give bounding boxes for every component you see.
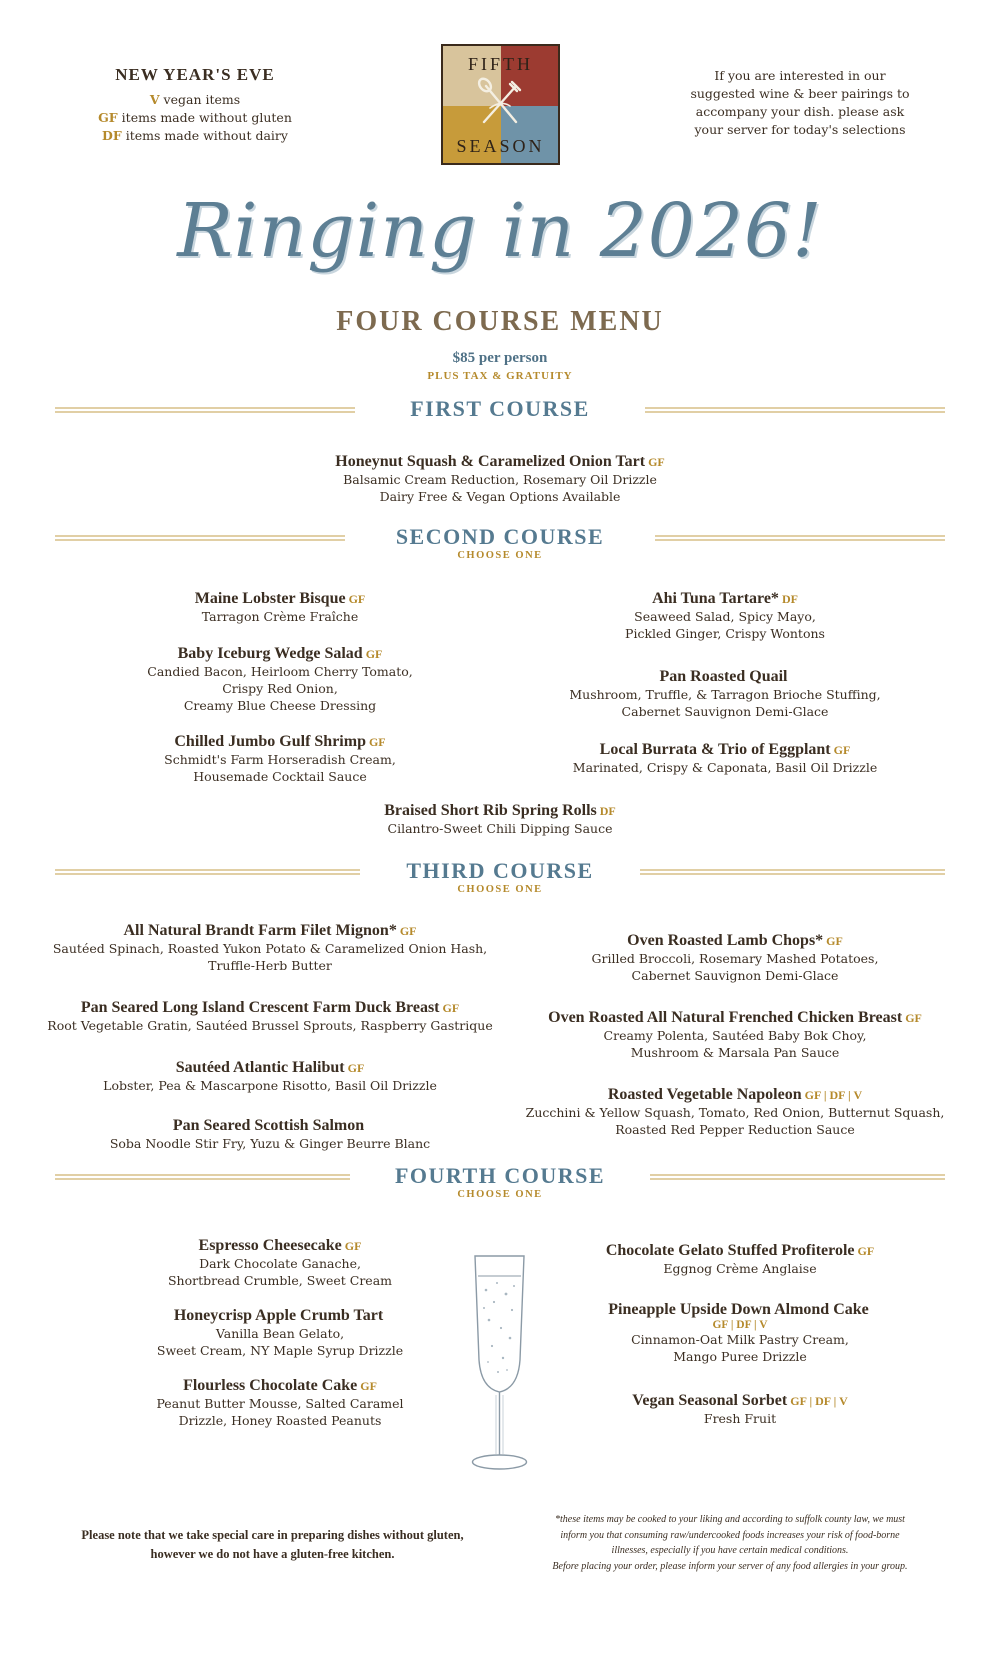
dish-item: Espresso Cheesecake GF Dark Chocolate Ganache, Shortbread Crumble, Sweet Cream <box>167 1237 393 1288</box>
dietary-tags: GF | DF | V <box>712 1319 768 1331</box>
second-course-header <box>55 524 945 561</box>
menu-subtitle: FOUR COURSE MENU <box>336 306 664 337</box>
dish-item: Roasted Vegetable Napoleon GF | DF | V Zucchini & Yellow Squash, Tomato, Red Onion, Butternut Squash, Roasted Red Pepper Reduction Sauce <box>525 1086 945 1137</box>
champagne-glass-icon <box>462 1250 537 1480</box>
logo-text-top: FIFTH <box>467 54 533 74</box>
dish-item: Pan Seared Scottish Salmon Soba Noodle Stir Fry, Yuzu & Ginger Beurre Blanc <box>109 1117 431 1151</box>
fork-spoon-icon <box>470 72 532 134</box>
menu-price: $85 per person <box>452 350 548 366</box>
dish-item: Pineapple Upside Down Almond Cake GF | DF | V Cinnamon-Oat Milk Pastry Cream, Mango Puree Drizzle <box>545 1301 935 1365</box>
choose-one-label: CHOOSE ONE <box>457 1189 543 1200</box>
price-note: PLUS TAX & GRATUITY <box>427 370 573 382</box>
dish-item: Flourless Chocolate Cake GF Peanut Butter Mousse, Salted Caramel Drizzle, Honey Roasted Peanuts <box>156 1377 404 1428</box>
choose-one-label: CHOOSE ONE <box>457 550 543 561</box>
dish-item: Local Burrata & Trio of Eggplant GF Marinated, Crispy & Caponata, Basil Oil Drizzle <box>572 741 878 775</box>
legend-row-dairy: DF items made without dairy <box>102 128 288 143</box>
logo-text-bottom: SEASON <box>456 136 545 156</box>
dish-item: Honeycrisp Apple Crumb Tart Vanilla Bean Gelato, Sweet Cream, NY Maple Syrup Drizzle <box>156 1307 404 1358</box>
dish-item: Vegan Seasonal Sorbet GF | DF | V Fresh Fruit <box>632 1392 848 1426</box>
pairing-note: If you are interested in our suggested wine & beer pairings to accompany your dish. please ask your server for today's selections <box>690 68 910 137</box>
first-course-header <box>55 396 945 426</box>
dish-item: Oven Roasted All Natural Frenched Chicken Breast GF Creamy Polenta, Sautéed Baby Bok Choy, Mushroom & Marsala Pan Sauce <box>548 1009 922 1060</box>
dish-item: Pan Seared Long Island Crescent Farm Duck Breast GF Root Vegetable Gratin, Sautéed Brussel Sprouts, Raspberry Gastrique <box>47 999 493 1033</box>
fourth-course-header <box>55 1163 945 1200</box>
event-title: NEW YEAR'S EVE <box>115 65 275 84</box>
dish-item: Honeynut Squash & Caramelized Onion Tart GF Balsamic Cream Reduction, Rosemary Oil Drizzle Dairy Free & Vegan Options Available <box>335 453 665 504</box>
dish-item: Baby Iceburg Wedge Salad GF Candied Bacon, Heirloom Cherry Tomato, Crispy Red Onion, Creamy Blue Cheese Dressing <box>147 645 413 713</box>
page-title: Ringing in 2026! <box>177 188 823 274</box>
course-title: SECOND COURSE <box>395 524 605 549</box>
third-course-header <box>55 858 945 895</box>
gluten-notice: Please note that we take special care in preparing dishes without gluten, however we do not have a gluten-free kitchen. <box>81 1528 464 1561</box>
dish-item: Oven Roasted Lamb Chops* GF Grilled Broccoli, Rosemary Mashed Potatoes, Cabernet Sauvignon Demi-Glace <box>591 932 879 983</box>
dish-item: Sautéed Atlantic Halibut GF Lobster, Pea & Mascarpone Risotto, Basil Oil Drizzle <box>103 1059 437 1093</box>
dish-item: Maine Lobster Bisque GF Tarragon Crème Fraîche <box>194 590 366 624</box>
dish-item: Chilled Jumbo Gulf Shrimp GF Schmidt's Farm Horseradish Cream, Housemade Cocktail Sauce <box>164 733 396 784</box>
course-title: FIRST COURSE <box>410 396 590 421</box>
dish-item: All Natural Brandt Farm Filet Mignon* GF Sautéed Spinach, Roasted Yukon Potato & Caramelized Onion Hash, Truffle-Herb Butter <box>52 922 488 973</box>
dish-item: Pan Roasted Quail Mushroom, Truffle, & Tarragon Brioche Stuffing, Cabernet Sauvignon Demi-Glace <box>569 668 881 719</box>
legend-row-gluten: GF items made without gluten <box>98 110 292 125</box>
legend-row-vegan: V vegan items <box>149 92 241 107</box>
course-title: THIRD COURSE <box>406 858 594 883</box>
course-title: FOURTH COURSE <box>394 1163 606 1188</box>
choose-one-label: CHOOSE ONE <box>457 884 543 895</box>
dish-item: Braised Short Rib Spring Rolls DF Cilantro-Sweet Chili Dipping Sauce <box>384 802 616 836</box>
restaurant-logo <box>441 44 560 165</box>
food-safety-disclaimer: *these items may be cooked to your liking and according to suffolk county law, we must inform you that consuming raw/undercooked foods increases your risk of food-borne illnesses, especially if you have certain medical conditions. Before placing your order, please inform your server of any food allergies in your group. <box>552 1514 908 1572</box>
dish-item: Chocolate Gelato Stuffed Profiterole GF Eggnog Crème Anglaise <box>605 1242 875 1276</box>
dish-item: Ahi Tuna Tartare* DF Seaweed Salad, Spicy Mayo, Pickled Ginger, Crispy Wontons <box>625 590 825 641</box>
dietary-legend <box>70 65 320 145</box>
